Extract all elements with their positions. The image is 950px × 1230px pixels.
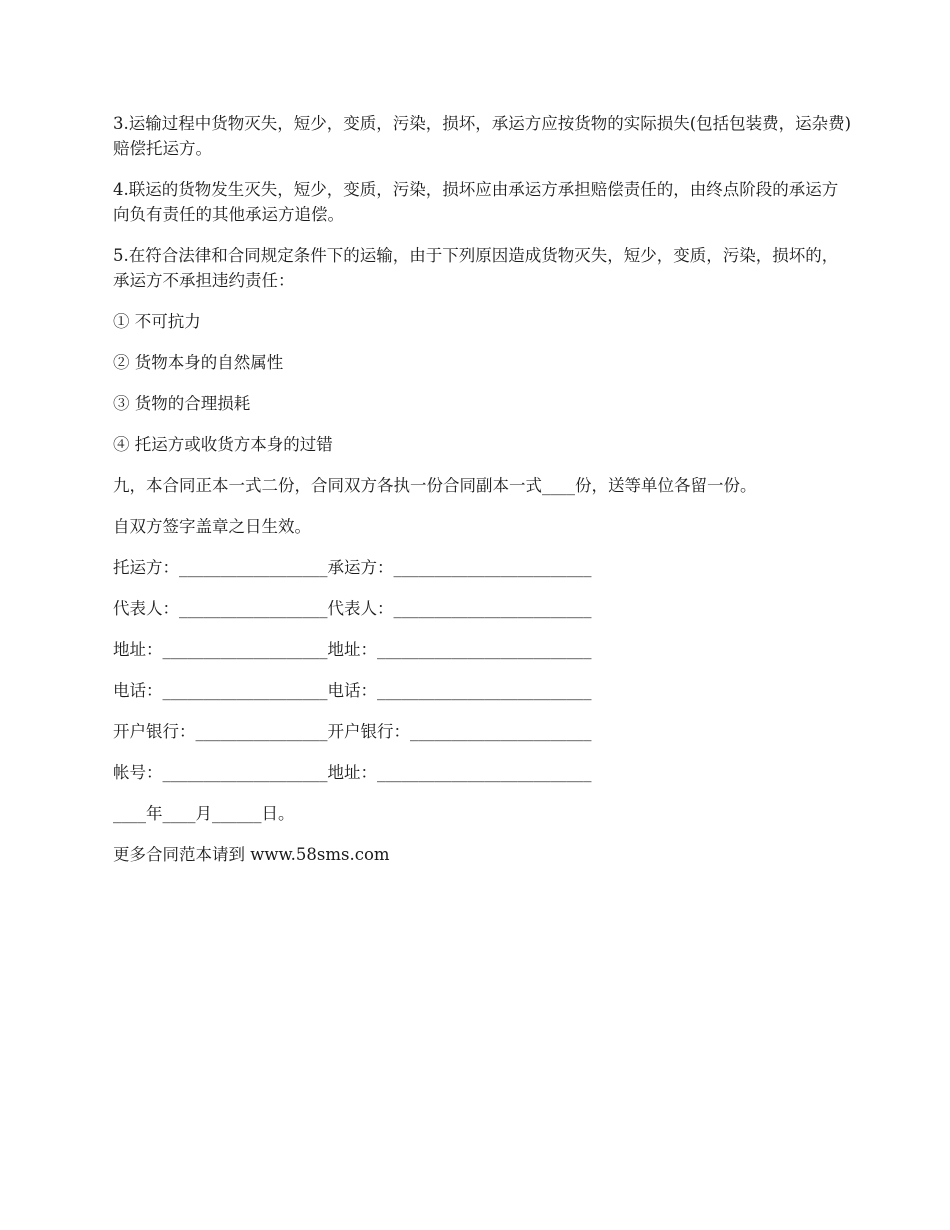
exemption-item: ② 货物本身的自然属性 — [113, 353, 284, 372]
signature-row-bank: 开户银行：________________开户银行：______________________ — [113, 722, 592, 741]
date-line: ____年____月______日。 — [113, 804, 295, 823]
section-nine: 九，本合同正本一式二份，合同双方各执一份合同副本一式____份，送等单位各留一份。 — [113, 476, 757, 495]
signature-row-account: 帐号：____________________地址：__________________________ — [113, 763, 592, 782]
effective-clause: 自双方签字盖章之日生效。 — [113, 517, 311, 536]
exemption-item: ③ 货物的合理损耗 — [113, 394, 251, 413]
signature-row-phone: 电话：____________________电话：__________________________ — [113, 681, 592, 700]
clause-5: 5.在符合法律和合同规定条件下的运输，由于下列原因造成货物灭失，短少，变质，污染，损坏的，承运方不承担违约责任： — [113, 246, 839, 290]
signature-row-shipper: 托运方：__________________承运方：________________________ — [113, 558, 592, 577]
signature-row-representative: 代表人：__________________代表人：________________________ — [113, 599, 592, 618]
document-page — [113, 111, 853, 883]
clause-4: 4.联运的货物发生灭失，短少，变质，污染，损坏应由承运方承担赔偿责任的，由终点阶段的承运方向负有责任的其他承运方追偿。 — [113, 180, 839, 224]
exemption-item: ① 不可抗力 — [113, 312, 201, 331]
clause-3: 3.运输过程中货物灭失，短少，变质，污染，损坏，承运方应按货物的实际损失(包括包装费，运杂费)赔偿托运方。 — [113, 114, 852, 158]
signature-row-address: 地址：____________________地址：__________________________ — [113, 640, 592, 659]
footer-note: 更多合同范本请到 www.58sms.com — [113, 845, 390, 864]
exemption-item: ④ 托运方或收货方本身的过错 — [113, 435, 333, 454]
